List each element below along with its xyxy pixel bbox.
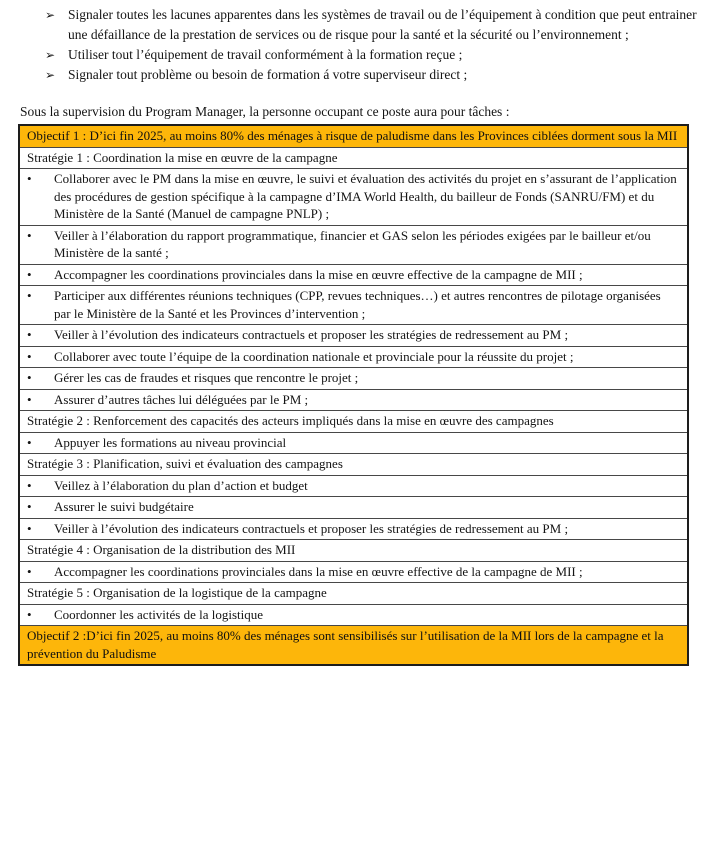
task-cell (19, 346, 688, 368)
task-text: Participer aux différentes réunions techniques (CPP, revues techniques…) et autres rencontres de pilotage organisées par le Ministère de la Santé et les Provinces d’intervention ; (54, 288, 661, 321)
list-item (45, 5, 701, 45)
table-row (19, 225, 688, 264)
task-cell (19, 264, 688, 286)
objective-cell: Objectif 1 : D’ici fin 2025, au moins 80% des ménages à risque de paludisme dans les Provinces ciblées dorment sous la MII (19, 125, 688, 147)
bullet-icon: • (27, 348, 32, 364)
table-row (19, 475, 688, 497)
task-cell (19, 389, 688, 411)
task-cell (19, 286, 688, 325)
bullet-icon: • (27, 477, 32, 493)
bullet-icon: • (27, 391, 32, 407)
table-row (19, 368, 688, 390)
bullet-icon: • (27, 499, 32, 514)
strategy-cell: Stratégie 1 : Coordination la mise en œuvre de la campagne (19, 147, 688, 169)
bullet-icon: • (27, 227, 32, 243)
arrow-bullet-icon: ➢ (45, 8, 56, 22)
list-item (45, 45, 701, 65)
tasks-table (18, 124, 689, 666)
table-row (19, 264, 688, 286)
strategy-cell: Stratégie 5 : Organisation de la logistique de la campagne (19, 583, 688, 605)
arrow-bullet-icon: ➢ (45, 68, 56, 82)
table-row (19, 169, 688, 226)
task-text: Collaborer avec le PM dans la mise en œuvre, le suivi et évaluation des activités du projet en s’assurant de l’application des procédures de gestion spécifique à la campagne d’IMA World Health, du bailleur de Fonds (SANRU/FM) et du Ministère de la Santé (Manuel de campagne PNLP) ; (54, 171, 677, 221)
table-row (19, 389, 688, 411)
task-cell (19, 325, 688, 347)
table-row (19, 497, 688, 519)
bullet-icon: • (27, 563, 32, 579)
bullet-icon: • (27, 370, 32, 385)
list-item-text: Signaler tout problème ou besoin de formation á votre superviseur direct ; (68, 67, 468, 82)
bullet-icon: • (27, 266, 32, 282)
task-text: Veillez à l’élaboration du plan d’action et budget (54, 477, 308, 493)
table-row (19, 518, 688, 540)
intro-bullet-list (45, 5, 701, 85)
table-row (19, 286, 688, 325)
task-text: Veiller à l’évolution des indicateurs contractuels et proposer les stratégies de redressement au PM ; (54, 327, 569, 342)
task-text: Assurer le suivi budgétaire (54, 499, 194, 514)
table-row (19, 540, 688, 562)
list-item (45, 65, 701, 85)
strategy-cell: Stratégie 3 : Planification, suivi et évaluation des campagnes (19, 454, 688, 476)
task-cell (19, 432, 688, 454)
task-text: Appuyer les formations au niveau provincial (54, 434, 287, 450)
table-row (19, 411, 688, 433)
task-text: Veiller à l’élaboration du rapport programmatique, financier et GAS selon les périodes exigées par le bailleur et/ou Ministère de la santé ; (54, 227, 651, 260)
table-row (19, 432, 688, 454)
task-text: Assurer d’autres tâches lui déléguées par le PM ; (54, 391, 309, 407)
bullet-icon: • (27, 520, 32, 536)
task-cell (19, 561, 688, 583)
table-row (19, 454, 688, 476)
strategy-cell: Stratégie 4 : Organisation de la distribution des MII (19, 540, 688, 562)
task-cell (19, 518, 688, 540)
task-text: Coordonner les activités de la logistique (54, 606, 264, 622)
task-cell (19, 475, 688, 497)
objective-cell: Objectif 2 :D’ici fin 2025, au moins 80% des ménages sont sensibilisés sur l’utilisation de la MII lors de la campagne et la prévention du Paludisme (19, 626, 688, 666)
strategy-cell: Stratégie 2 : Renforcement des capacités des acteurs impliqués dans la mise en œuvre des campagnes (19, 411, 688, 433)
list-item-text: Utiliser tout l’équipement de travail conformément à la formation reçue ; (68, 47, 463, 62)
arrow-bullet-icon: ➢ (45, 48, 56, 62)
bullet-icon: • (27, 171, 32, 186)
table-row (19, 325, 688, 347)
task-cell (19, 225, 688, 264)
task-text: Gérer les cas de fraudes et risques que rencontre le projet ; (54, 370, 359, 385)
table-row (19, 147, 688, 169)
task-cell (19, 604, 688, 626)
table-row (19, 346, 688, 368)
table-row (19, 604, 688, 626)
bullet-icon: • (27, 606, 32, 622)
table-row (19, 561, 688, 583)
task-cell (19, 368, 688, 390)
task-cell (19, 169, 688, 226)
table-row (19, 125, 688, 147)
task-text: Accompagner les coordinations provinciales dans la mise en œuvre effective de la campagne de MII ; (54, 563, 583, 579)
task-text: Veiller à l’évolution des indicateurs contractuels et proposer les stratégies de redressement au PM ; (54, 520, 569, 536)
task-text: Accompagner les coordinations provinciales dans la mise en œuvre effective de la campagne de MII ; (54, 266, 583, 282)
task-text: Collaborer avec toute l’équipe de la coordination nationale et provinciale pour la réussite du projet ; (54, 348, 574, 364)
bullet-icon: • (27, 327, 32, 342)
tasks-table-body (19, 125, 688, 665)
list-item-text: Signaler toutes les lacunes apparentes dans les systèmes de travail ou de l’équipement à condition que peut entrainer une défaillance de la prestation de services ou de risque pour la santé et la sécurité ou l’environnement ; (68, 7, 697, 42)
bullet-icon: • (27, 434, 32, 450)
bullet-icon: • (27, 288, 32, 303)
table-row (19, 583, 688, 605)
task-cell (19, 497, 688, 519)
lead-paragraph: Sous la supervision du Program Manager, la personne occupant ce poste aura pour tâches : (20, 104, 510, 119)
table-row (19, 626, 688, 666)
